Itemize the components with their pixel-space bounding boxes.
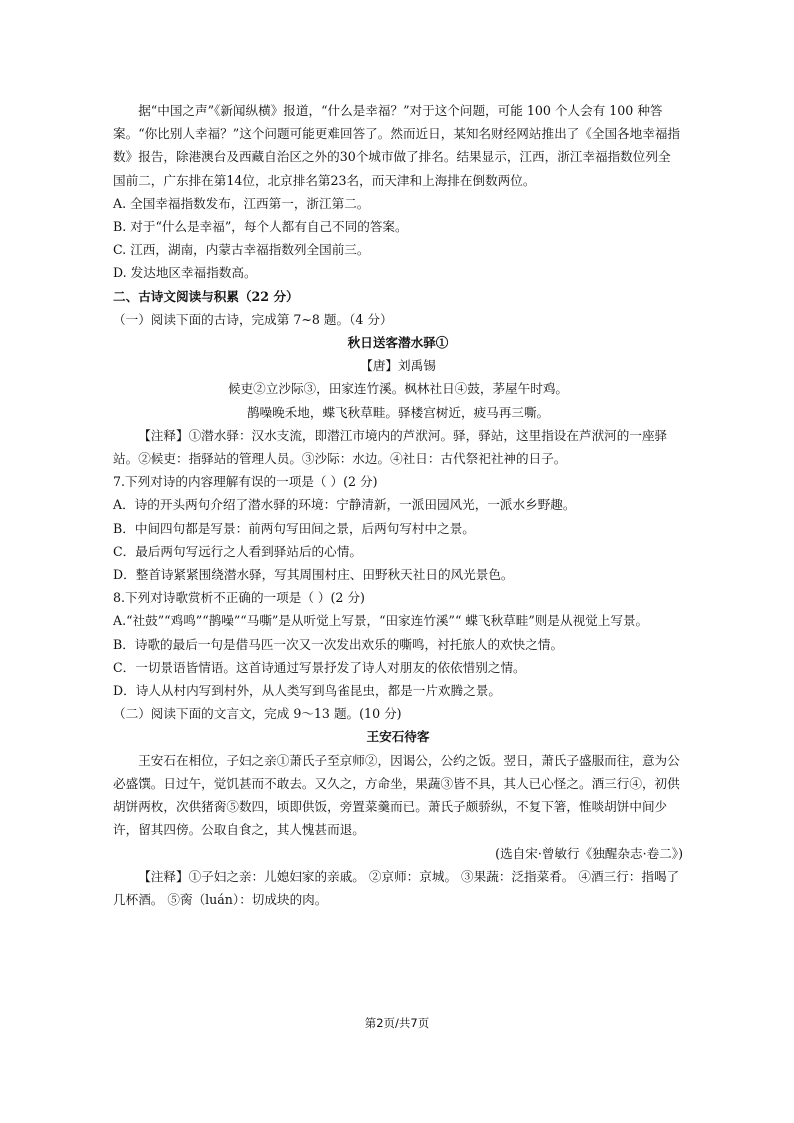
q6-passage: 据“中国之声”《新闻纵横》报道，“什么是幸福？”对于这个问题，可能 100 个人会有 100 种答案。“你比别人幸福？”这个问题可能更难回答了。然而近日，某知名财经网站推出了《全国各地幸福指数》报告，除港澳台及西藏自治区之外的30个城市做了排名。结果显示，江西，浙江幸福指数位列全国前二，广东排在第14位，北京排名第23名，而天津和上海排在倒数两位。 <box>113 103 681 188</box>
section-heading: 二、古诗文阅读与积累（22 分） <box>113 288 299 304</box>
q8-option-a: A.“社鼓”“鸡鸣”“鹊噪”“马嘶”是从听觉上写景，“田家连竹溪”“ 蝶飞秋草畦”则是从视觉上写景。 <box>113 613 649 629</box>
q7-option-d: D．整首诗紧紧围绕潜水驿，写其周围村庄、田野秋天社日的风光景色。 <box>113 567 514 583</box>
exam-page-body <box>113 99 683 911</box>
q8-option-d: D．诗人从村内写到村外，从人类写到鸟雀昆虫，都是一片欢腾之景。 <box>113 683 501 699</box>
q7-option-c: C．最后两句写远行之人看到驿站后的心情。 <box>113 543 362 559</box>
poem-author: 【唐】刘禹锡 <box>360 358 436 374</box>
q7-stem: 7.下列对诗的内容理解有误的一项是（ ）(2 分) <box>113 474 378 490</box>
q7-option-b: B．中间四句都是写景：前两句写田间之景，后两句写村中之景。 <box>113 520 475 536</box>
part2-intro: （二）阅读下面的文言文，完成 9～13 题。(10 分) <box>113 706 402 722</box>
q8-option-c: C．一切景语皆情语。这首诗通过写景抒发了诗人对朋友的依依惜别之情。 <box>113 659 526 675</box>
q6-option-a: A. 全国幸福指数发布，江西第一，浙江第二。 <box>113 195 370 211</box>
q6-option-b: B. 对于“什么是幸福”，每个人都有自己不同的答案。 <box>113 219 408 235</box>
q6-option-d: D. 发达地区幸福指数高。 <box>113 265 257 281</box>
prose-note: 【注释】①子妇之亲：儿媳妇家的亲戚。 ②京师：京城。 ③果蔬：泛指菜肴。 ④酒三行：指喝了几杯酒。 ⑤脔（luán）：切成块的肉。 <box>113 868 680 907</box>
part1-intro: （一）阅读下面的古诗，完成第 7~8 题。（4 分） <box>113 311 393 327</box>
q8-stem: 8.下列对诗歌赏析不正确的一项是（ ）(2 分) <box>113 590 365 606</box>
prose-source: (选自宋·曾敏行《独醒杂志·卷二》) <box>495 845 683 861</box>
q7-option-a: A．诗的开头两句介绍了潜水驿的环境：宁静清新，一派田园风光，一派水乡野趣。 <box>113 497 576 513</box>
poem-note: 【注释】①潜水驿：汉水支流，即潜江市境内的芦洑河。驿，驿站，这里指设在芦洑河的一座驿站。②候吏：指驿站的管理人员。③沙际：水边。④社日：古代祭祀社神的日子。 <box>113 427 668 467</box>
poem-line-1: 候吏②立沙际③，田家连竹溪。枫林社日④鼓，茅屋午时鸡。 <box>227 381 569 397</box>
q6-option-c: C. 江西，湖南，内蒙古幸福指数列全国前三。 <box>113 242 370 258</box>
prose-text: 王安石在相位，子妇之亲①萧氏子至京师②，因谒公，公约之饭。翌日，萧氏子盛服而往，意为公必盛馔。日过午，觉饥甚而不敢去。又久之，方命坐，果蔬③皆不具，其人已心怪之。酒三行④，初供胡饼两枚，次供猪脔⑤数四，顷即供饭，旁置菜羹而已。萧氏子颇骄纵，不复下箸，惟啖胡饼中间少许，留其四傍。公取自食之，其人愧甚而退。 <box>113 752 680 838</box>
page-number: 第2页/共7页 <box>364 1016 430 1030</box>
prose-title: 王安石待客 <box>366 729 430 745</box>
poem-title: 秋日送客潜水驿① <box>347 335 449 351</box>
q8-option-b: B．诗歌的最后一句是借马匹一次又一次发出欢乐的嘶鸣，衬托旅人的欢快之情。 <box>113 636 564 652</box>
poem-line-2: 鹊噪晚禾地，蝶飞秋草畦。驿楼宫树近，疲马再三嘶。 <box>246 404 550 420</box>
